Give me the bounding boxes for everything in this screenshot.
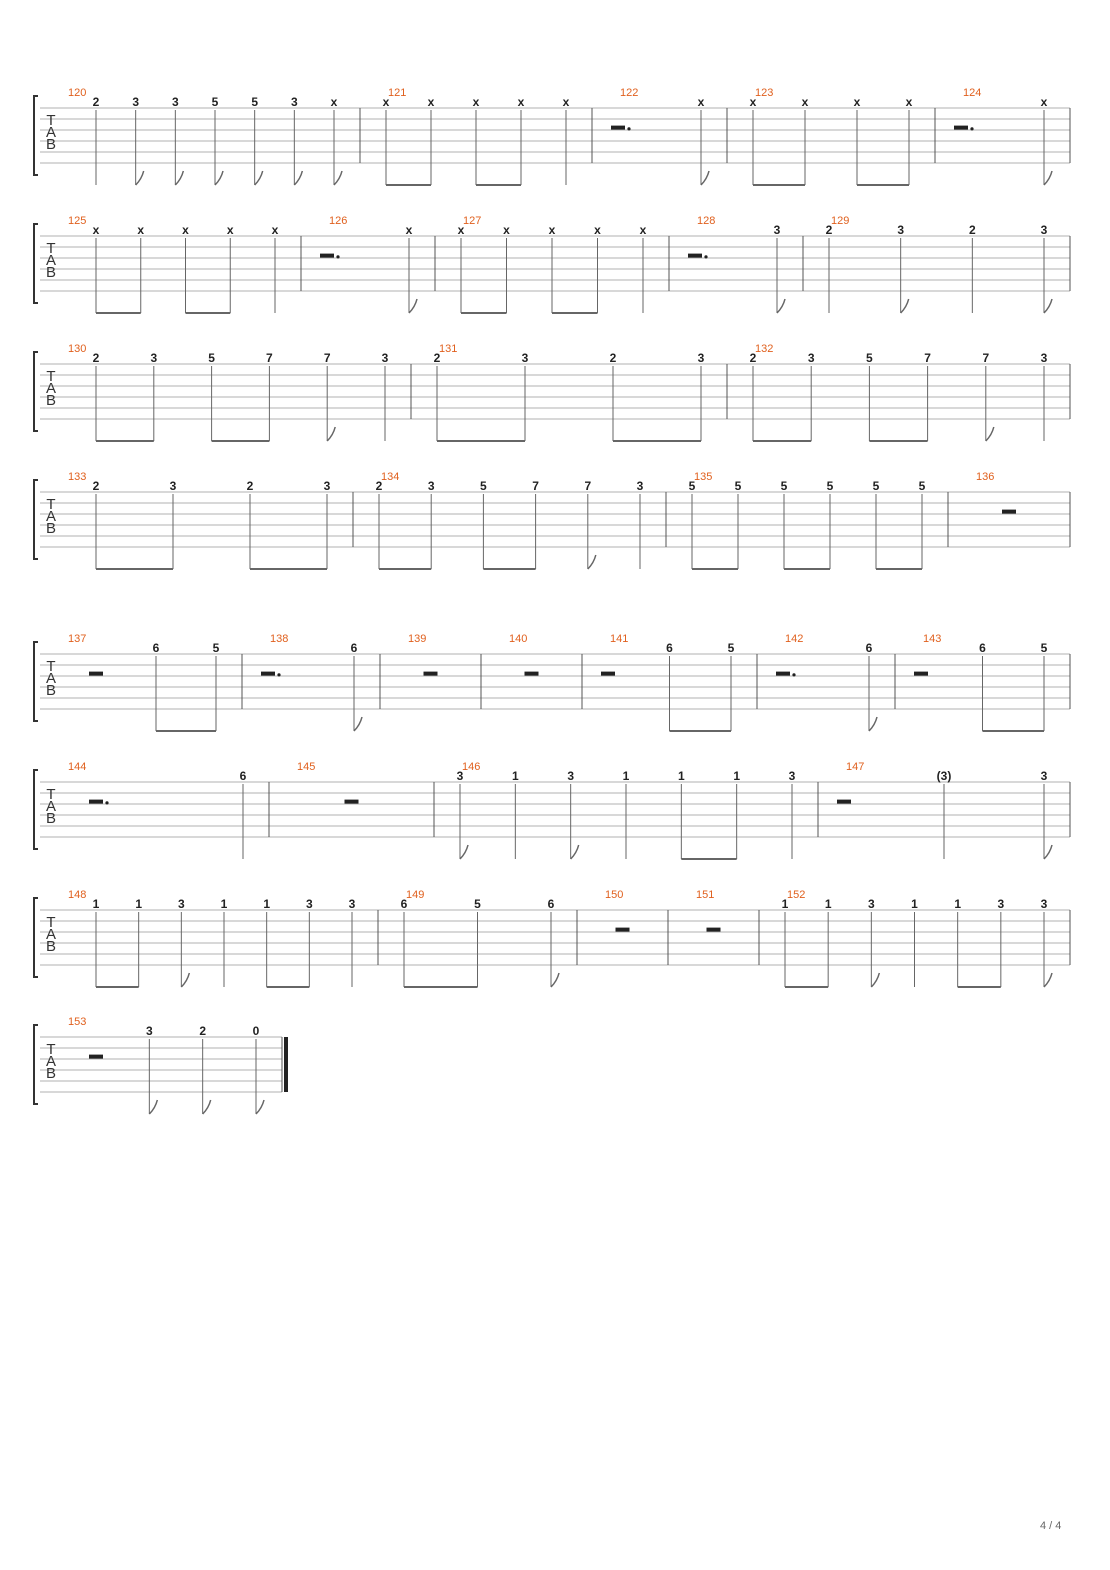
- fret-number: 3: [897, 223, 905, 237]
- note-flag: [571, 845, 579, 859]
- fret-number: 5: [474, 897, 481, 911]
- fret-number: 3: [1040, 351, 1048, 365]
- fret-number: x: [92, 223, 100, 237]
- fret-number: x: [853, 95, 861, 109]
- tab-clef-letter: T: [46, 368, 56, 385]
- measure-number: 148: [68, 889, 87, 901]
- fret-number: 7: [266, 351, 273, 365]
- measure-number: 129: [831, 215, 850, 227]
- fret-number: 5: [211, 95, 219, 109]
- tab-clef-letter: B: [45, 938, 57, 955]
- fret-number: 2: [609, 351, 617, 365]
- fret-number: x: [1040, 95, 1048, 109]
- fret-number: 3: [427, 479, 435, 493]
- fret-number: 7: [924, 351, 931, 365]
- measure-144: [68, 761, 247, 859]
- measure-number: 120: [68, 87, 87, 99]
- tab-clef-letter: B: [45, 682, 57, 699]
- tab-clef-letter: A: [45, 380, 57, 397]
- tab-clef-letter: A: [45, 670, 57, 687]
- fret-number: 6: [400, 897, 408, 911]
- system-bracket: [34, 1025, 38, 1104]
- tab-clef-letter: T: [46, 240, 56, 257]
- fret-number: 1: [824, 897, 832, 911]
- note-flag: [294, 171, 302, 185]
- fret-number: 3: [145, 1024, 153, 1038]
- measure-number: 153: [68, 1016, 87, 1028]
- measure-number: 135: [694, 471, 713, 483]
- system-bracket: [34, 352, 38, 431]
- fret-number: x: [749, 95, 757, 109]
- fret-number: 1: [911, 897, 918, 911]
- fret-number: 1: [511, 769, 519, 783]
- system-bracket: [34, 480, 38, 559]
- fret-number: 6: [152, 641, 160, 655]
- fret-number: 2: [749, 351, 757, 365]
- fret-number: 6: [239, 769, 247, 783]
- note-flag: [181, 973, 189, 987]
- tab-clef-letter: T: [46, 658, 56, 675]
- note-flag: [1044, 845, 1052, 859]
- tab-clef-letter: T: [46, 914, 56, 931]
- fret-number: x: [697, 95, 705, 109]
- measure-number: 144: [68, 761, 87, 773]
- measure-number: 151: [696, 889, 715, 901]
- rest-dot: [105, 801, 108, 804]
- fret-number: 5: [480, 479, 487, 493]
- fret-number: x: [226, 223, 234, 237]
- fret-number: 1: [733, 769, 741, 783]
- note-flag: [986, 427, 994, 441]
- fret-number: x: [182, 223, 189, 237]
- fret-number: 7: [532, 479, 539, 493]
- note-flag: [869, 717, 877, 731]
- note-flag: [551, 973, 559, 987]
- measure-133: [68, 471, 331, 569]
- measure-128: [688, 215, 785, 313]
- fret-number: 3: [381, 351, 389, 365]
- fret-number: 3: [636, 479, 644, 493]
- fret-number: x: [548, 223, 556, 237]
- fret-number: 6: [547, 897, 555, 911]
- fret-number: 2: [433, 351, 441, 365]
- staff-system: [34, 1016, 288, 1114]
- fret-number: 0: [252, 1024, 260, 1038]
- tab-clef-letter: B: [45, 810, 57, 827]
- fret-number: 3: [171, 95, 179, 109]
- fret-number: x: [905, 95, 913, 109]
- rest-dot: [336, 255, 339, 258]
- fret-number: x: [472, 95, 480, 109]
- rest-symbol: [954, 126, 968, 130]
- fret-number: 6: [350, 641, 358, 655]
- measure-number: 123: [755, 87, 774, 99]
- fret-number: 3: [132, 95, 140, 109]
- fret-number: 5: [688, 479, 696, 493]
- note-flag: [701, 171, 709, 185]
- measure-number: 142: [785, 633, 804, 645]
- measure-number: 132: [755, 343, 774, 355]
- tab-clef-letter: A: [45, 798, 57, 815]
- fret-number: 3: [1040, 897, 1048, 911]
- page-number: 4 / 4: [1040, 1520, 1062, 1532]
- fret-number: 3: [788, 769, 796, 783]
- staff-system: [34, 633, 1070, 731]
- fret-number: 7: [982, 351, 990, 365]
- rest-symbol: [525, 672, 539, 676]
- staff-system: [34, 87, 1070, 185]
- tab-clef-letter: A: [45, 252, 57, 269]
- note-flag: [1044, 973, 1052, 987]
- fret-number: 3: [807, 351, 815, 365]
- measure-number: 124: [963, 87, 982, 99]
- measure-137: [68, 633, 220, 731]
- measure-143: [914, 633, 1048, 731]
- measure-146: [457, 761, 796, 859]
- measure-number: 138: [270, 633, 289, 645]
- fret-number: x: [594, 223, 601, 237]
- fret-number: (3): [936, 769, 952, 783]
- rest-dot: [627, 127, 630, 130]
- measure-number: 126: [329, 215, 348, 227]
- tab-clef-letter: B: [45, 264, 57, 281]
- tab-clef-letter: A: [45, 124, 57, 141]
- measure-number: 141: [610, 633, 629, 645]
- fret-number: 1: [263, 897, 271, 911]
- fret-number: 2: [375, 479, 383, 493]
- note-flag: [777, 299, 785, 313]
- rest-dot: [970, 127, 973, 130]
- staff-system: [34, 343, 1070, 441]
- note-flag: [901, 299, 909, 313]
- fret-number: 5: [208, 351, 215, 365]
- measure-number: 125: [68, 215, 87, 227]
- fret-number: 3: [1040, 223, 1048, 237]
- fret-number: 1: [92, 897, 100, 911]
- measure-120: [68, 87, 342, 185]
- fret-number: 1: [954, 897, 962, 911]
- measure-124: [954, 87, 1052, 185]
- measure-number: 133: [68, 471, 87, 483]
- rest-dot: [792, 673, 795, 676]
- measure-121: [383, 87, 570, 185]
- rest-symbol: [320, 254, 334, 258]
- rest-symbol: [89, 672, 103, 676]
- rest-symbol: [345, 800, 359, 804]
- note-flag: [256, 1100, 264, 1114]
- tab-clef-letter: B: [45, 136, 57, 153]
- measure-number: 134: [381, 471, 400, 483]
- note-flag: [1044, 299, 1052, 313]
- measure-number: 152: [787, 889, 806, 901]
- system-bracket: [34, 898, 38, 977]
- tab-clef-letter: B: [45, 1065, 57, 1082]
- fret-number: 3: [150, 351, 158, 365]
- fret-number: 3: [169, 479, 177, 493]
- staff-system: [34, 215, 1070, 313]
- note-flag: [215, 171, 223, 185]
- rest-symbol: [688, 254, 702, 258]
- tab-clef-letter: T: [46, 496, 56, 513]
- note-flag: [409, 299, 417, 313]
- fret-number: 3: [773, 223, 781, 237]
- fret-number: 2: [968, 223, 976, 237]
- measure-number: 139: [408, 633, 427, 645]
- fret-number: x: [137, 223, 145, 237]
- fret-number: 3: [997, 897, 1005, 911]
- tab-clef-letter: T: [46, 112, 56, 129]
- fret-number: 5: [872, 479, 880, 493]
- fret-number: 3: [456, 769, 464, 783]
- note-flag: [334, 171, 342, 185]
- fret-number: 3: [177, 897, 185, 911]
- staff-system: [34, 889, 1070, 987]
- measure-123: [750, 87, 913, 185]
- measure-142: [776, 633, 877, 731]
- fret-number: x: [562, 95, 570, 109]
- note-flag: [327, 427, 335, 441]
- fret-number: 1: [781, 897, 789, 911]
- measure-138: [261, 633, 362, 731]
- fret-number: 6: [979, 641, 986, 655]
- rest-symbol: [1002, 510, 1016, 514]
- measure-130: [68, 343, 389, 441]
- fret-number: x: [801, 95, 809, 109]
- tab-clef-letter: A: [45, 926, 57, 943]
- note-flag: [588, 555, 596, 569]
- measure-135: [689, 471, 926, 569]
- fret-number: x: [271, 223, 279, 237]
- fret-number: 5: [1040, 641, 1048, 655]
- fret-number: x: [457, 223, 465, 237]
- fret-number: 5: [866, 351, 873, 365]
- measure-number: 130: [68, 343, 87, 355]
- rest-symbol: [914, 672, 928, 676]
- measure-number: 140: [509, 633, 528, 645]
- fret-number: 3: [290, 95, 298, 109]
- system-bracket: [34, 642, 38, 721]
- measure-number: 143: [923, 633, 942, 645]
- note-flag: [149, 1100, 157, 1114]
- note-flag: [460, 845, 468, 859]
- fret-number: 7: [323, 351, 331, 365]
- staff-system: [34, 471, 1070, 569]
- tab-clef-letter: T: [46, 1041, 56, 1058]
- measure-147: [837, 761, 1052, 859]
- tab-clef-letter: A: [45, 1053, 57, 1070]
- fret-number: 1: [220, 897, 228, 911]
- measure-number: 145: [297, 761, 316, 773]
- fret-number: 2: [246, 479, 254, 493]
- tab-clef-letter: T: [46, 786, 56, 803]
- measure-125: [68, 215, 279, 313]
- fret-number: 7: [584, 479, 592, 493]
- fret-number: x: [517, 95, 525, 109]
- tab-clef-letter: B: [45, 392, 57, 409]
- measure-134: [376, 471, 644, 569]
- system-bracket: [34, 224, 38, 303]
- measure-141: [601, 633, 735, 731]
- fret-number: 2: [825, 223, 833, 237]
- measure-number: 147: [846, 761, 865, 773]
- fret-number: x: [427, 95, 435, 109]
- tab-clef-letter: B: [45, 520, 57, 537]
- fret-number: 5: [251, 95, 259, 109]
- fret-number: 3: [521, 351, 529, 365]
- note-flag: [136, 171, 144, 185]
- fret-number: 2: [92, 95, 100, 109]
- fret-number: 3: [567, 769, 575, 783]
- fret-number: 1: [677, 769, 685, 783]
- fret-number: 6: [865, 641, 873, 655]
- fret-number: 3: [348, 897, 356, 911]
- rest-symbol: [837, 800, 851, 804]
- fret-number: 2: [92, 351, 100, 365]
- fret-number: x: [330, 95, 338, 109]
- measure-153: [68, 1016, 264, 1114]
- measure-129: [826, 215, 1052, 313]
- measure-126: [320, 215, 417, 313]
- fret-number: 2: [92, 479, 100, 493]
- rest-symbol: [707, 928, 721, 932]
- measure-152: [782, 889, 1052, 987]
- measure-131: [434, 343, 705, 441]
- fret-number: 3: [697, 351, 705, 365]
- system-bracket: [34, 770, 38, 849]
- fret-number: 6: [666, 641, 673, 655]
- measure-148: [68, 889, 356, 987]
- note-flag: [255, 171, 263, 185]
- measure-number: 121: [388, 87, 407, 99]
- measure-149: [401, 889, 559, 987]
- rest-symbol: [611, 126, 625, 130]
- measure-number: 122: [620, 87, 639, 99]
- measure-number: 127: [463, 215, 482, 227]
- fret-number: 5: [727, 641, 735, 655]
- fret-number: x: [503, 223, 510, 237]
- measure-122: [611, 87, 709, 185]
- fret-number: 3: [323, 479, 331, 493]
- fret-number: 5: [918, 479, 926, 493]
- rest-dot: [704, 255, 707, 258]
- rest-symbol: [261, 672, 275, 676]
- fret-number: 5: [734, 479, 742, 493]
- fret-number: 5: [780, 479, 788, 493]
- measure-number: 137: [68, 633, 87, 645]
- note-flag: [871, 973, 879, 987]
- fret-number: x: [405, 223, 413, 237]
- fret-number: 3: [1040, 769, 1048, 783]
- fret-number: x: [639, 223, 647, 237]
- fret-number: 1: [135, 897, 143, 911]
- note-flag: [203, 1100, 211, 1114]
- note-flag: [175, 171, 183, 185]
- fret-number: 5: [826, 479, 834, 493]
- rest-symbol: [776, 672, 790, 676]
- measure-number: 131: [439, 343, 458, 355]
- note-flag: [1044, 171, 1052, 185]
- staff-system: [34, 761, 1070, 859]
- fret-number: 3: [305, 897, 313, 911]
- fret-number: x: [382, 95, 390, 109]
- fret-number: 1: [622, 769, 630, 783]
- fret-number: 3: [867, 897, 875, 911]
- system-bracket: [34, 96, 38, 175]
- rest-symbol: [616, 928, 630, 932]
- fret-number: 2: [199, 1024, 207, 1038]
- tab-clef-letter: A: [45, 508, 57, 525]
- fret-number: 5: [212, 641, 220, 655]
- final-barline: [284, 1037, 288, 1092]
- measure-number: 150: [605, 889, 624, 901]
- rest-symbol: [89, 1055, 103, 1059]
- rest-dot: [277, 673, 280, 676]
- measure-number: 136: [976, 471, 995, 483]
- measure-132: [750, 343, 1048, 441]
- note-flag: [354, 717, 362, 731]
- rest-symbol: [601, 672, 615, 676]
- measure-127: [458, 215, 647, 313]
- measure-number: 146: [462, 761, 481, 773]
- measure-number: 128: [697, 215, 716, 227]
- rest-symbol: [89, 800, 103, 804]
- measure-number: 149: [406, 889, 425, 901]
- rest-symbol: [424, 672, 438, 676]
